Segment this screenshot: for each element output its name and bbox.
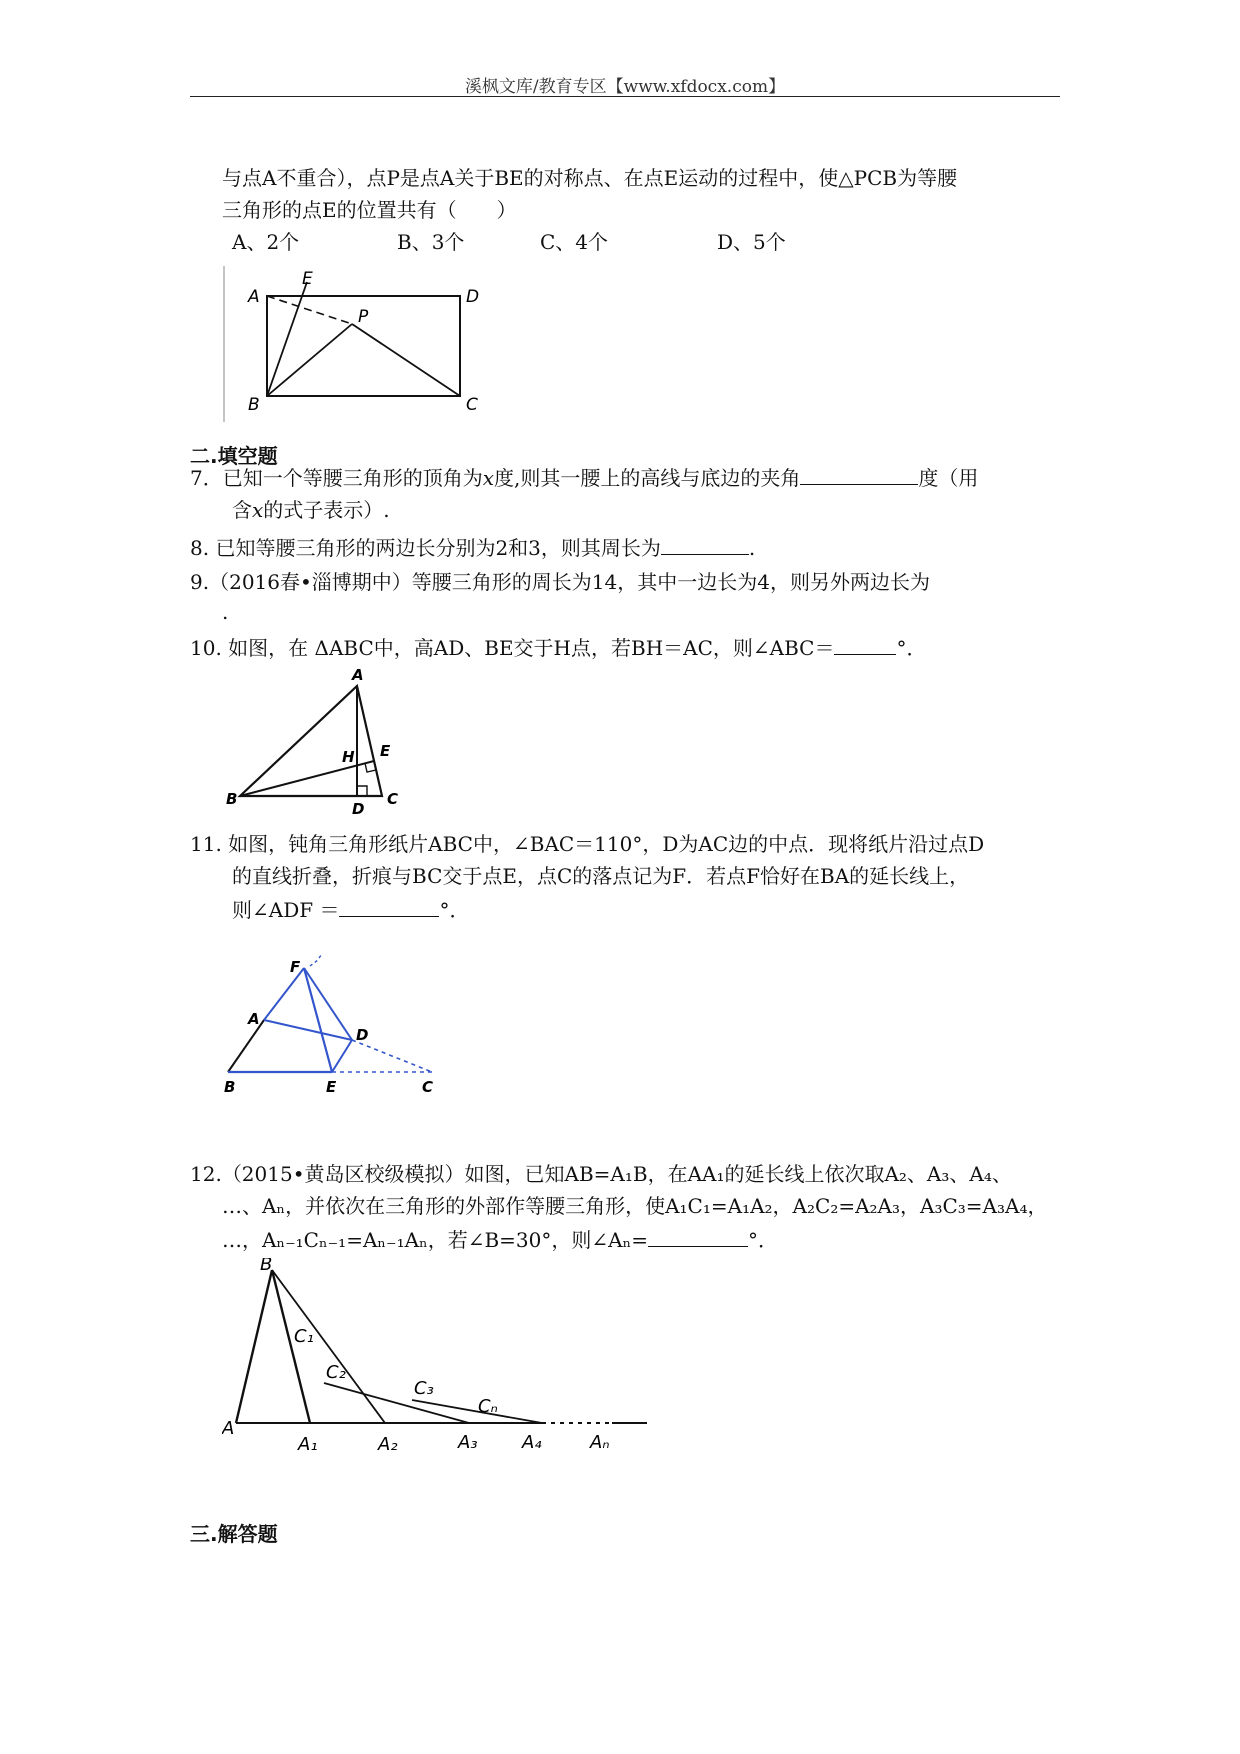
q11-answer-blank[interactable] — [339, 896, 439, 917]
q8-line — [190, 534, 755, 562]
label-c: C — [422, 1078, 434, 1096]
q7-text-b: 度,则其一腰上的高线与底边的夹角 — [494, 466, 801, 490]
label-b: B — [260, 1258, 273, 1275]
q12-answer-blank[interactable] — [648, 1226, 748, 1247]
q6-option-c: C、4个 — [540, 230, 609, 254]
q10-number: 10. — [190, 636, 222, 660]
label-a: A — [248, 287, 260, 307]
q7-var-x-2: x — [252, 498, 264, 522]
q7-var-x: x — [482, 466, 495, 490]
q12-text3b: °． — [748, 1228, 778, 1252]
segment-pc — [352, 324, 460, 396]
q6-option-d: D、5个 — [717, 230, 786, 254]
label-c3: C₃ — [414, 1378, 434, 1399]
label-b: B — [226, 790, 238, 808]
segment-dc-dashed — [352, 1040, 432, 1072]
q9-line — [190, 568, 930, 596]
q11-text1: 如图，钝角三角形纸片ABC中，∠BAC＝110°，D为AC边的中点．现将纸片沿过点D — [228, 832, 985, 856]
q10-text: 如图，在 ΔABC中，高AD、BE交于H点，若BH＝AC，则∠ABC＝ — [228, 636, 835, 660]
label-d: D — [352, 800, 365, 814]
q11-figure — [222, 952, 452, 1102]
segment-c2a3 — [324, 1383, 469, 1423]
q10-line — [190, 634, 926, 662]
label-c2: C₂ — [326, 1362, 346, 1383]
section-title-solutions: 三.解答题 — [190, 1522, 278, 1546]
label-c: C — [387, 790, 399, 808]
q7-line2 — [232, 496, 390, 524]
extension-tip — [319, 954, 322, 958]
q9-line2: . — [222, 600, 229, 624]
q7-number: 7． — [190, 466, 223, 490]
right-angle-d — [357, 786, 367, 796]
q6-line1: 与点A不重合），点P是点A关于BE的对称点、在点E运动的过程中，使△PCB为等腰 — [222, 166, 958, 190]
q12-line1 — [190, 1160, 1012, 1188]
label-p: P — [358, 307, 369, 327]
q10-end: °． — [896, 636, 927, 660]
q7-line2-b: 的式子表示）. — [263, 498, 390, 522]
label-c: C — [466, 395, 478, 415]
section-title-fill-in: 二.填空题 — [190, 444, 278, 468]
q7-text-c: 度（用 — [918, 466, 979, 490]
label-d: D — [466, 287, 480, 307]
label-cn: Cₙ — [478, 1396, 498, 1417]
q8-end: . — [748, 536, 756, 560]
label-a: A — [222, 1418, 235, 1439]
q12-figure — [222, 1258, 652, 1458]
label-a: A — [248, 1010, 260, 1028]
dashed-ap — [267, 296, 352, 324]
label-b: B — [248, 395, 260, 415]
page-header: 溪枫文库/教育专区【www.xfdocx.com】 — [464, 77, 786, 97]
q9-text: （2016春•淄博期中）等腰三角形的周长为14，其中一边长为4，则另外两边长为 — [209, 570, 930, 594]
segment-ad — [264, 1020, 352, 1040]
triangle-abc — [240, 686, 382, 796]
q8-number: 8. — [190, 536, 210, 560]
segment-c3a4 — [412, 1400, 542, 1423]
label-h: H — [342, 748, 355, 766]
q12-line2: …、Aₙ，并依次在三角形的外部作等腰三角形，使A₁C₁=A₁A₂，A₂C₂=A₂A₃，A₃C₃=A₃A₄， — [222, 1194, 1048, 1218]
q10-answer-blank[interactable] — [834, 634, 896, 655]
label-a2: A₂ — [378, 1434, 398, 1455]
extension-ba — [310, 960, 318, 966]
label-c1: C₁ — [294, 1326, 314, 1347]
q12-line3 — [222, 1226, 778, 1254]
label-a: A — [352, 666, 364, 684]
q8-text: 已知等腰三角形的两边长分别为2和3，则其周长为 — [215, 536, 661, 560]
label-a1: A₁ — [298, 1434, 318, 1455]
segment-fd — [304, 968, 352, 1040]
label-e: E — [302, 269, 313, 289]
q9-number: 9. — [190, 570, 210, 594]
q12-number: 12. — [190, 1162, 222, 1186]
segment-fe — [304, 968, 332, 1072]
q6-option-a: A、2个 — [232, 230, 300, 254]
q11-line3 — [232, 896, 469, 924]
header-rule — [190, 96, 1060, 97]
q7-text-a: 已知一个等腰三角形的顶角为 — [222, 466, 483, 490]
q11-number: 11. — [190, 832, 222, 856]
segment-bc-line — [272, 1270, 385, 1423]
q11-line2: 的直线折叠，折痕与BC交于点E，点C的落点记为F．若点F恰好在BA的延长线上， — [232, 864, 970, 888]
q7-answer-blank[interactable] — [800, 464, 918, 485]
q8-answer-blank[interactable] — [661, 534, 749, 555]
segment-ab — [236, 1270, 272, 1423]
q10-figure — [222, 664, 422, 814]
label-d: D — [356, 1026, 369, 1044]
q7-line1 — [190, 464, 978, 492]
label-a3: A₃ — [458, 1432, 478, 1453]
q12-text3a: …，Aₙ₋₁Cₙ₋₁=Aₙ₋₁Aₙ，若∠B=30°，则∠Aₙ= — [222, 1228, 648, 1252]
q12-text1: （2015•黄岛区校级模拟）如图，已知AB=A₁B，在AA₁的延长线上依次取A₂、A₃、A₄、 — [221, 1162, 1012, 1186]
label-b: B — [224, 1078, 236, 1096]
q11-line1 — [190, 830, 984, 858]
label-e: E — [380, 742, 391, 760]
label-e: E — [326, 1078, 337, 1096]
label-a4: A₄ — [522, 1432, 542, 1453]
q6-figure — [222, 264, 482, 424]
q11-text3b: °． — [439, 898, 470, 922]
segment-a1c1 — [294, 1356, 310, 1423]
label-f: F — [290, 958, 301, 976]
label-an: Aₙ — [590, 1432, 610, 1453]
q7-line2-a: 含 — [232, 498, 252, 522]
q11-text3a: 则∠ADF ＝ — [232, 898, 340, 922]
segment-ed — [332, 1040, 352, 1072]
q6-option-b: B、3个 — [397, 230, 465, 254]
q6-line2: 三角形的点E的位置共有（ ） — [222, 198, 517, 222]
